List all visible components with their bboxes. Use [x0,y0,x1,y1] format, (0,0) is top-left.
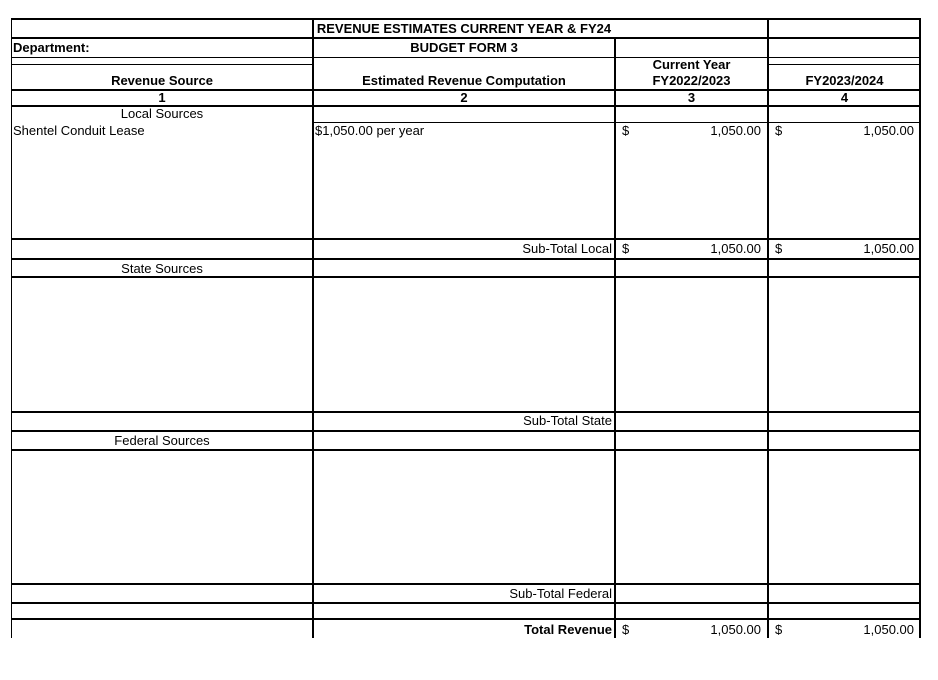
subtotal-local-current-value: 1,050.00 [710,241,761,256]
local-item-current-value: 1,050.00 [710,123,761,138]
col-number-1: 1 [158,90,166,105]
total-current-dollar: $ [622,622,630,637]
local-item-source: Shentel Conduit Lease [13,123,145,138]
grid-line-local-sub-bottom [11,258,921,260]
grid-line-title [11,37,921,39]
total-next-value: 1,050.00 [863,622,914,637]
grid-line-top [11,18,921,20]
local-item-current-dollar: $ [622,123,630,138]
subtotal-state-label: Sub-Total State [523,413,612,428]
header-revenue-source: Revenue Source [111,73,213,88]
grid-line-federal-sub-top [11,583,921,585]
grid-line-local-sub-top [11,238,921,240]
subtotal-local-next-value: 1,050.00 [863,241,914,256]
grid-vline-col3 [614,37,616,638]
col-number-3: 3 [687,90,696,105]
grid-line-spacer-right [768,64,921,65]
col-number-4: 4 [840,90,849,105]
form-subtitle: BUDGET FORM 3 [410,40,518,55]
grid-vline-col4 [767,18,769,638]
subtotal-local-current-dollar: $ [622,241,630,256]
federal-sources-label: Federal Sources [114,433,210,448]
subtotal-local-next-dollar: $ [775,241,783,256]
subtotal-local-label: Sub-Total Local [522,241,612,256]
header-fy2023-2024: FY2023/2024 [805,73,884,88]
local-sources-label: Local Sources [120,106,204,121]
header-current-year-line2: FY2022/2023 [652,73,731,88]
local-item-computation: $1,050.00 per year [315,123,425,138]
form-title: REVENUE ESTIMATES CURRENT YEAR & FY24 [316,21,612,36]
local-item-next-value: 1,050.00 [863,123,914,138]
local-item-next-dollar: $ [775,123,783,138]
state-sources-label: State Sources [121,261,203,276]
subtotal-federal-label: Sub-Total Federal [509,586,612,601]
header-estimated-computation: Estimated Revenue Computation [362,73,566,88]
total-revenue-label: Total Revenue [524,622,612,637]
grid-line-total-top [11,618,921,620]
grid-line-federal-sub-bottom [11,602,921,604]
header-current-year-line1: Current Year [652,57,731,72]
department-label: Department: [13,40,90,55]
grid-line-state-sub-bottom [11,430,921,432]
total-current-value: 1,050.00 [710,622,761,637]
grid-line-federal-label [11,449,921,451]
grid-line-department [11,57,921,58]
col-number-2: 2 [460,90,468,105]
total-next-dollar: $ [775,622,783,637]
grid-vline-col2 [312,18,314,638]
grid-line-spacer [11,64,313,65]
grid-vline-right [919,18,921,638]
